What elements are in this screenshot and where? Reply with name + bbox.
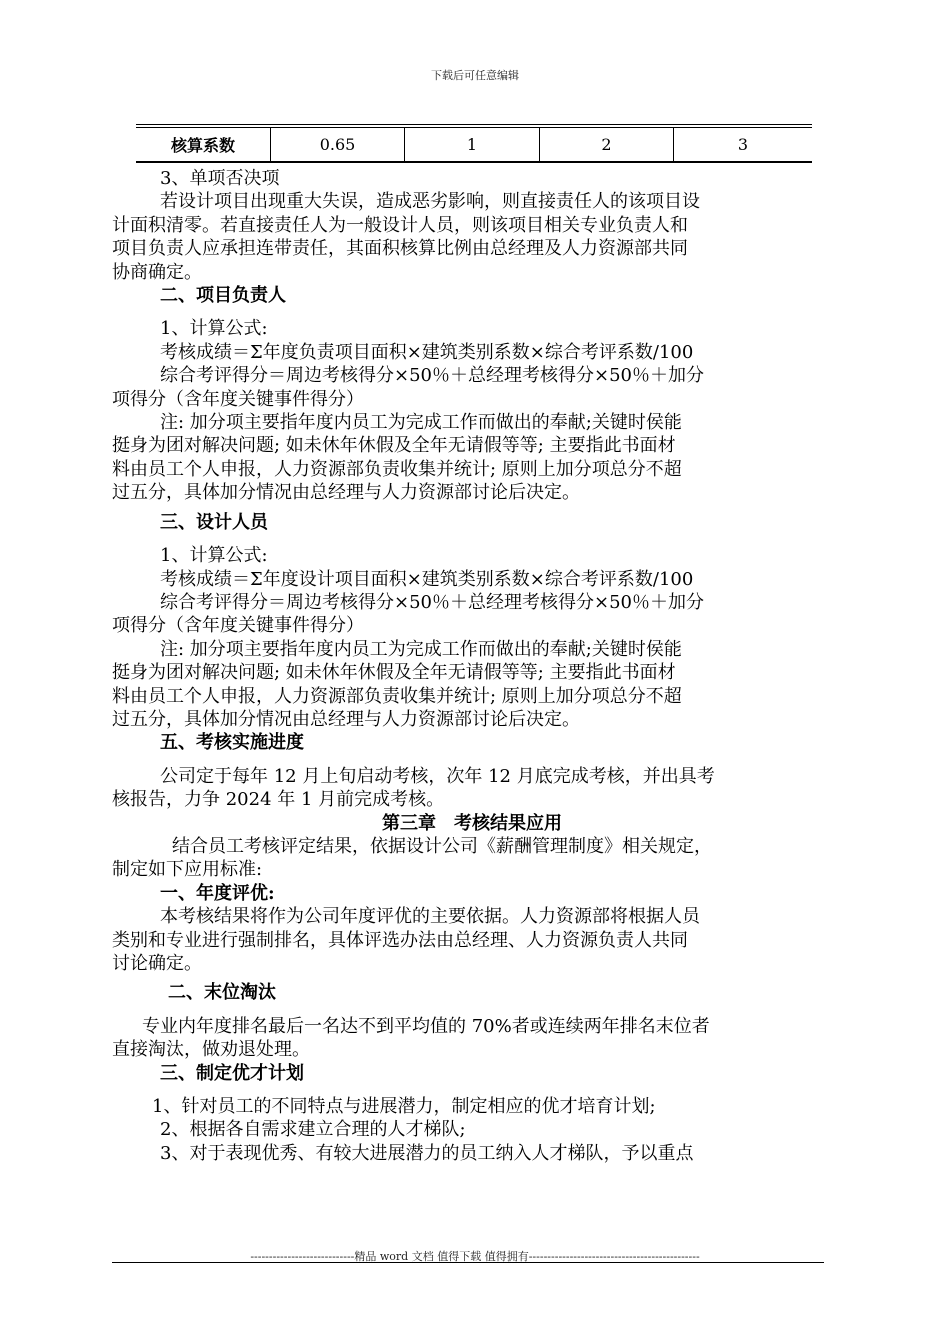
formula-line: 综合考评得分＝周边考核得分×50％＋总经理考核得分×50％＋加分 <box>160 365 704 387</box>
note-line: 料由员工个人申报，人力资源部负责收集并统计; 原则上加分项总分不超 <box>112 685 682 707</box>
table-cell: 2 <box>540 128 674 163</box>
section-heading: 三、制定优才计划 <box>160 1062 304 1084</box>
page-footer-note: ----------------------------精品 word 文档 值得下载 值得拥有---------------------------------------------- <box>250 1250 700 1263</box>
formula-line: 综合考评得分＝周边考核得分×50％＋总经理考核得分×50％＋加分 <box>160 591 704 613</box>
paragraph-line: 结合员工考核评定结果，依据设计公司《薪酬管理制度》相关规定， <box>172 835 712 857</box>
paragraph-line: 核报告，力争 2024 年 1 月前完成考核。 <box>112 789 445 811</box>
note-line: 注: 加分项主要指年度内员工为完成工作而做出的奉献;关键时侯能 <box>160 412 682 434</box>
paragraph-line: 制定如下应用标准: <box>112 859 263 881</box>
list-item: 3、对于表现优秀、有较大进展潜力的员工纳入人才梯队，予以重点 <box>160 1142 694 1164</box>
list-item: 1、针对员工的不同特点与进展潜力，制定相应的优才培育计划; <box>152 1096 656 1118</box>
coefficient-table <box>136 127 812 163</box>
table-cell: 1 <box>405 128 540 163</box>
section-heading: 三、设计人员 <box>160 511 268 533</box>
section-heading: 二、项目负责人 <box>160 285 286 307</box>
paragraph-line: 计面积清零。若直接责任人为一般设计人员，则该项目相关专业负责人和 <box>112 214 688 236</box>
formula-line: 项得分（含年度关键事件得分） <box>112 615 364 637</box>
formula-line: 考核成绩＝Σ年度负责项目面积×建筑类别系数×综合考评系数/100 <box>160 341 694 363</box>
paragraph-line: 若设计项目出现重大失误，造成恶劣影响，则直接责任人的该项目设 <box>160 191 700 213</box>
sub-heading: 3、单项否决项 <box>160 168 280 189</box>
chapter-title: 第三章 考核结果应用 <box>382 812 562 834</box>
sub-heading: 1、计算公式: <box>160 318 268 340</box>
paragraph-line: 讨论确定。 <box>112 953 202 974</box>
section-heading: 二、末位淘汰 <box>168 982 276 1004</box>
footer-rule <box>112 1262 824 1263</box>
paragraph-line: 类别和专业进行强制排名，具体评选办法由总经理、人力资源负责人共同 <box>112 929 688 951</box>
paragraph-line: 专业内年度排名最后一名达不到平均值的 70%者或连续两年排名末位者 <box>142 1015 710 1037</box>
table-cell: 0.65 <box>271 128 405 163</box>
paragraph-line: 直接淘汰，做劝退处理。 <box>112 1039 310 1061</box>
note-line: 料由员工个人申报，人力资源部负责收集并统计; 原则上加分项总分不超 <box>112 458 682 480</box>
note-line: 过五分，具体加分情况由总经理与人力资源部讨论后决定。 <box>112 708 580 730</box>
paragraph-line: 项目负责人应承担连带责任，其面积核算比例由总经理及人力资源部共同 <box>112 238 688 260</box>
document-body <box>112 167 832 1165</box>
page-header-note: 下载后可任意编辑 <box>431 69 519 82</box>
section-heading: 一、年度评优: <box>160 882 275 904</box>
table-cell-label: 核算系数 <box>136 128 271 163</box>
formula-line: 考核成绩＝Σ年度设计项目面积×建筑类别系数×综合考评系数/100 <box>160 568 694 590</box>
note-line: 挺身为团对解决问题; 如未休年休假及全年无请假等等; 主要指此书面材 <box>112 435 676 457</box>
note-line: 过五分，具体加分情况由总经理与人力资源部讨论后决定。 <box>112 482 580 504</box>
paragraph-line: 协商确定。 <box>112 261 202 283</box>
note-line: 注: 加分项主要指年度内员工为完成工作而做出的奉献;关键时侯能 <box>160 638 682 660</box>
table-top-rule <box>136 124 812 125</box>
list-item: 2、根据各自需求建立合理的人才梯队; <box>160 1119 466 1141</box>
paragraph-line: 公司定于每年 12 月上旬启动考核，次年 12 月底完成考核，并出具考 <box>160 765 715 787</box>
section-heading: 五、考核实施进度 <box>160 732 304 754</box>
table-cell: 3 <box>674 128 813 163</box>
sub-heading: 1、计算公式: <box>160 545 268 567</box>
formula-line: 项得分（含年度关键事件得分） <box>112 388 364 410</box>
note-line: 挺身为团对解决问题; 如未休年休假及全年无请假等等; 主要指此书面材 <box>112 662 676 684</box>
paragraph-line: 本考核结果将作为公司年度评优的主要依据。人力资源部将根据人员 <box>160 906 700 928</box>
table-row <box>136 128 812 163</box>
